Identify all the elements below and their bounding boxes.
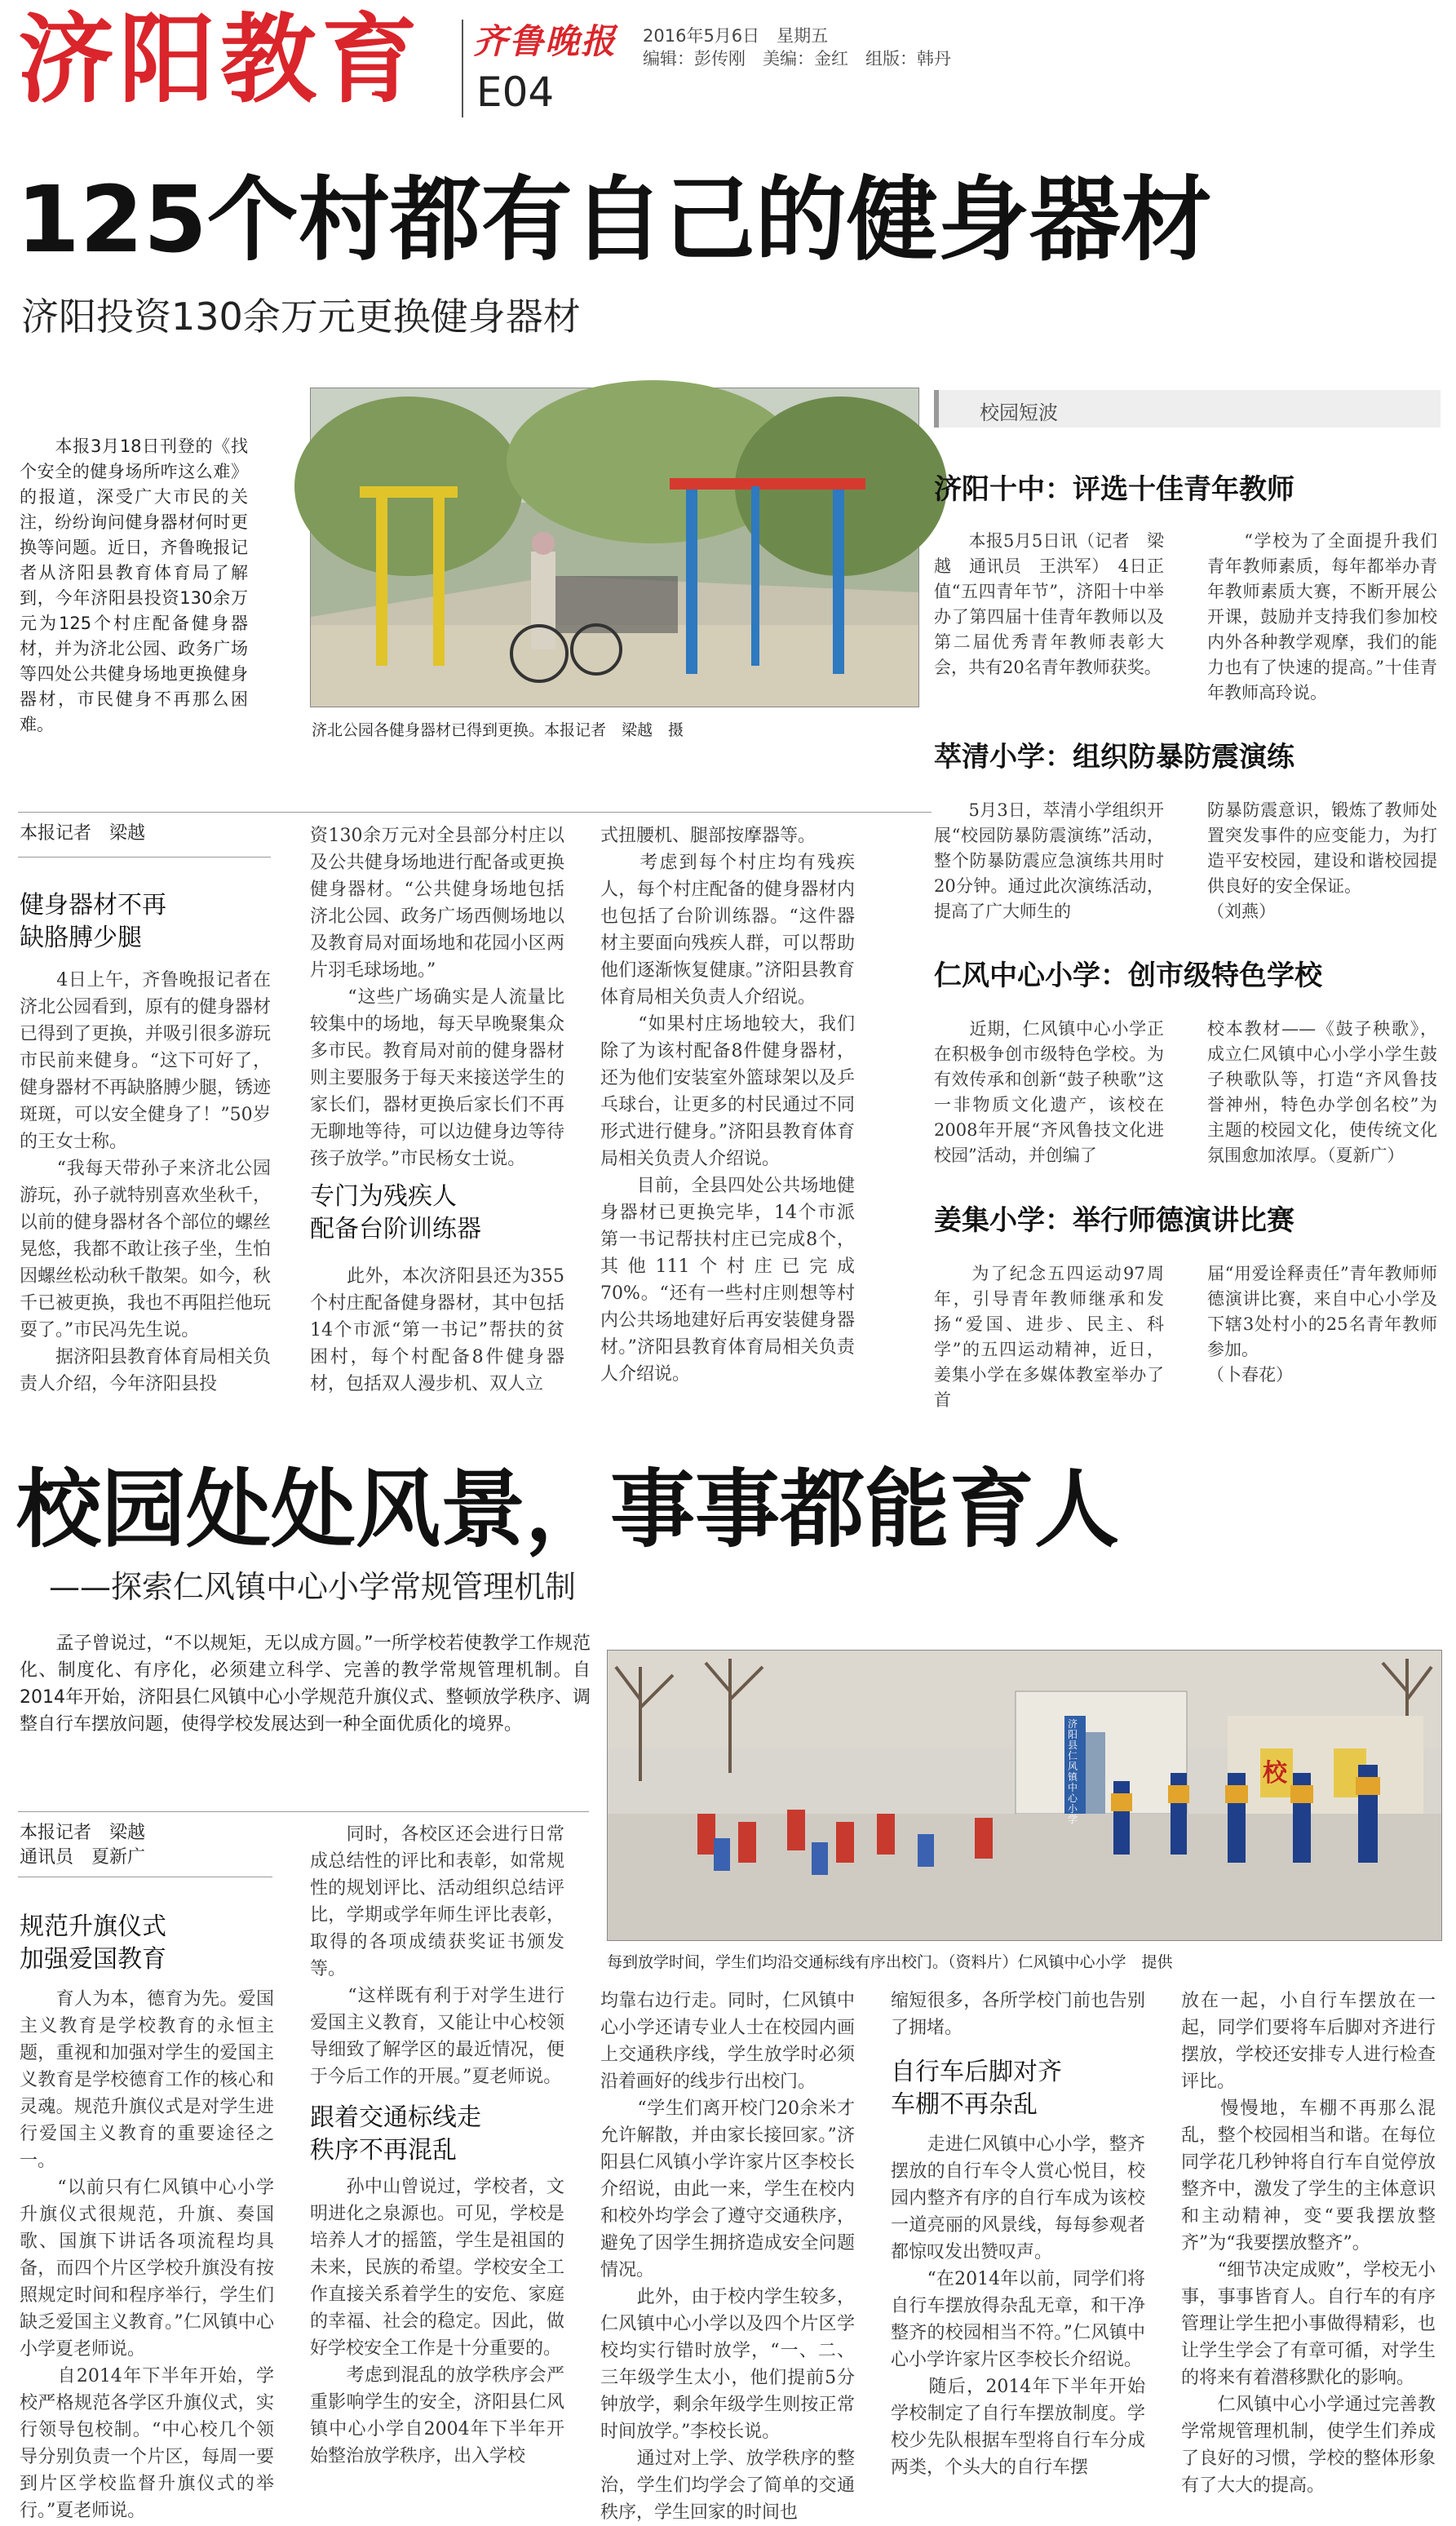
briefs-header-label: 校园短波 <box>980 401 1058 424</box>
story1-subheadline: 济阳投资130余万元更换健身器材 <box>21 295 581 339</box>
divider <box>18 1811 589 1812</box>
story2-sub2: 跟着交通标线走 秩序不再混乱 <box>310 2103 481 2165</box>
story1-byline: 本报记者 梁越 <box>20 823 146 844</box>
section-title: 济阳教育 <box>18 3 423 116</box>
story2-lead: 孟子曾说过，“不以规矩，无以成方圆。”一所学校若使教学工作规范化、制度化、有序化，必须建立科学、完善的教学常规管理机制。自2014年开始，济阳县仁风镇中心小学规范升旗仪式、整顿放学秩序、调整自行车摆放问题，使得学校发展达到一种全面优质化的境界。 <box>20 1633 591 1735</box>
photo-caption-school: 每到放学时间，学生们均沿交通标线有序出校门。（资料片）仁风镇中心小学 提供 <box>607 1953 1173 1971</box>
story1-col1: 4日上午，齐鲁晚报记者在济北公园看到，原有的健身器材已得到了更换，并吸引很多游玩市民前来健身。“这下可好了，健身器材不再缺胳膊少腿，锈迹斑斑，可以安全健身了！”50岁的王女士称。 “我每天带孙子来济北公园游玩，孙子就特别喜欢坐秋千，以前的健身器材各个部位的螺丝晃悠，我都不敢让孩子坐，生怕因螺丝松动秋千散架。如今，秋千已被更换，我也不再阻拦他玩耍了。”市民冯先生说。 据济阳县教育体育局相关负责人介绍，今年济阳县投 <box>20 970 272 1394</box>
divider <box>18 812 932 813</box>
brief-title-3: 仁风中心小学：创市级特色学校 <box>934 959 1322 992</box>
brief-text-1-left: 本报5月5日讯（记者 梁越 通讯员 王洪军） 4日正值“五四青年节”，济阳十中举办了第四届十佳青年教师以及第二届优秀青年教师表彰大会，共有20名青年教师获奖。 <box>934 531 1164 677</box>
story1-sub2: 专门为残疾人 配备台阶训练器 <box>310 1182 481 1243</box>
brief-title-4: 姜集小学：举行师德演讲比赛 <box>934 1204 1294 1237</box>
page-code: E04 <box>476 69 555 116</box>
story1-col3: 式扭腰机、腿部按摩器等。 考虑到每个村庄均有残疾人，每个村庄配备的健身器材内也包括了台阶训练器。“这件器材主要面向残疾人群，可以帮助他们逐渐恢复健康。”济阳县教育体育局相关负责人介绍说。 “如果村庄场地较大，我们除了为该村配备8件健身器材，还为他们安装室外篮球架以及乒乓球台，让更多的村民通过不同形式进行健身。”济阳县教育体育局相关负责人介绍说。 目前，全县四处公共场地健身器材已更换完毕，14个市派第一书记帮扶村庄已完成8个，其他111个村庄已完成70%。“还有一些村庄则想等村内公共场地建好后再安装健身器材。”济阳县教育体育局相关负责人介绍说。 <box>600 826 855 1385</box>
banner-character: 校 <box>1263 1759 1287 1788</box>
story2-headline: 校园处处风景，事事都能育人 <box>16 1460 1120 1559</box>
story2-col3: 均靠右边行走。同时，仁风镇中心小学还请专业人士在校园内画上交通秩序线，学生放学时必须沿着画好的线步行出校门。 “学生们离开校门20余米才允许解散，并由家长接回家。”济阳县仁风镇小学许家片区李校长介绍说，由此一来，学生在校内和校外均学会了遵守交通秩序，避免了因学生拥挤造成安全问题情况。 此外，由于校内学生较多，仁风镇中心小学以及四个片区学校均实行错时放学，“一、二、三年级学生太小，他们提前5分钟放学，剩余年级学生则按正常时间放学。”李校长说。 通过对上学、放学秩序的整治，学生们均学会了简单的交通秩序，学生回家的时间也 <box>600 1991 855 2523</box>
date-line: 2016年5月6日 星期五 <box>643 26 829 46</box>
photo-caption-park: 济北公园各健身器材已得到更换。本报记者 梁越 摄 <box>312 721 684 739</box>
brief-text-4-right: 届“用爱诠释责任”青年教师师德演讲比赛，来自中心小学及下辖3处村小的25名青年教师参加。 （卜春花） <box>1207 1264 1437 1385</box>
story2-col2b: 孙中山曾说过，学校者，文明进化之泉源也。可见，学校是培养人才的摇篮，学生是祖国的未来，民族的希望。学校安全工作直接关系着学生的安危、家庭的幸福、社会的稳定。因此，做好学校安全工作是十分重要的。 考虑到混乱的放学秩序会严重影响学生的安全，济阳县仁风镇中心小学自2004年下半年开始整治放学秩序，出入学校 <box>310 2177 564 2466</box>
story2-subheadline: ——探索仁风镇中心小学常规管理机制 <box>49 1569 577 1605</box>
story1-col2b: 此外，本次济阳县还为355个村庄配备健身器材，其中包括14个市派“第一书记”帮扶的贫困村，每个村配备8件健身器材，包括双人漫步机、双人立 <box>310 1266 564 1394</box>
newspaper-logo: 齐鲁晚报 <box>473 21 617 61</box>
story2-col2a: 同时，各校区还会进行日常成总结性的评比和表彰，如常规性的规划评比、活动组织总结评比，学期或学年师生评比表彰，取得的各项成绩获奖证书颁发等。 “这样既有利于对学生进行爱国主义教育，又能让中心校领导细致了解学区的最近情况，便于今后工作的开展。”夏老师说。 <box>310 1824 564 2087</box>
masthead-divider <box>462 20 463 117</box>
brief-text-2-left: 5月3日，萃清小学组织开展“校园防暴防震演练”活动，整个防暴防震应急演练共用时20分钟。通过此次演练活动，提高了广大师生的 <box>934 800 1164 921</box>
story2-byline: 本报记者 梁越 通讯员 夏新广 <box>20 1823 146 1868</box>
story2-sub3: 自行车后脚对齐 车棚不再杂乱 <box>891 2058 1062 2119</box>
story2-col5: 放在一起，小自行车摆放在一起，同学们要将车后脚对齐进行摆放，学校还安排专人进行检查评比。 慢慢地，车棚不再那么混乱，整个校园相当和谐。在每位同学花几秒钟将自行车自觉停放整齐中，激发了学生的主体意识和主动精神，变“要我摆放整齐”为“我要摆放整齐”。 “细节决定成败”，学校无小事，事事皆育人。自行车的有序管理让学生把小事做得精彩，也让学生学会了有章可循，对学生的将来有着潜移默化的影响。 仁风镇中心小学通过完善教学常规管理机制，使学生们养成了良好的习惯，学校的整体形象有了大大的提高。 <box>1181 1991 1436 2496</box>
brief-text-2-right: 防暴防震意识，锻炼了教师处置突发事件的应变能力，为打造平安校园，建设和谐校园提供良好的安全保证。 （刘燕） <box>1207 800 1437 921</box>
story2-col4b: 走进仁风镇中心小学，整齐摆放的自行车令人赏心悦目，校园内整齐有序的自行车成为该校一道亮丽的风景线，每每参观者都惊叹发出赞叹声。 “在2014年以前，同学们将自行车摆放得杂乱无章，和干净整齐的校园相当不符。”仁风镇中心小学许家片区李校长介绍说。 随后，2014年下半年开始学校制定了自行车摆放制度。学校少先队根据车型将自行车分成两类，个头大的自行车摆 <box>891 2134 1145 2478</box>
brief-title-1: 济阳十中：评选十佳青年教师 <box>934 473 1294 506</box>
story1-col2a: 资130余万元对全县部分村庄以及公共健身场地进行配备或更换健身器材。“公共健身场地包括济北公园、政务广场西侧场地以及教育局对面场地和花园小区两片羽毛球场地。” “这些广场确实是人流量比较集中的场地，每天早晚聚集众多市民。教育局对前的健身器材则主要服务于每天来接送学生的家长们，器材更换后家长们不再无聊地等待，可以边健身边等待孩子放学。”市民杨女士说。 <box>310 826 564 1169</box>
staff-line: 编辑：彭传刚 美编：金红 组版：韩丹 <box>643 49 951 69</box>
divider <box>18 857 271 858</box>
story2-col4a: 缩短很多，各所学校门前也告别了拥堵。 <box>891 1991 1145 2038</box>
story1-headline: 125个村都有自己的健身器材 <box>16 167 1212 273</box>
brief-title-2: 萃清小学：组织防暴防震演练 <box>934 741 1294 773</box>
brief-text-3-right: 校本教材——《鼓子秧歌》，成立仁风镇中心小学小学生鼓子秧歌队等，打造“齐风鲁技誉神州，特色办学创名校”为主题的校园文化，使传统文化氛围愈加浓厚。（夏新广） <box>1207 1019 1437 1165</box>
story1-lead: 本报3月18日刊登的《找个安全的健身场所咋这么难》的报道，深受广大市民的关注，纷纷询问健身器材何时更换等问题。近日，齐鲁晚报记者从济阳县教育体育局了解到，今年济阳县投资130余万元为125个村庄配备健身器材，并为济北公园、政务广场等四处公共健身场地更换健身器材，市民健身不再那么困难。 <box>20 437 248 734</box>
brief-text-3-left: 近期，仁风镇中心小学正在积极争创市级特色学校。为有效传承和创新“鼓子秧歌”这一非物质文化遗产，该校在2008年开展“齐风鲁技文化进校园”活动，并创编了 <box>934 1019 1164 1165</box>
photo-park-fitness <box>310 388 919 707</box>
brief-text-4-left: 为了纪念五四运动97周年，引导青年教师继承和发扬“爱国、进步、民主、科学”的五四运动精神，近日，姜集小学在多媒体教室举办了首 <box>934 1264 1164 1410</box>
photo-school-dismissal <box>607 1650 1442 1941</box>
brief-text-1-right: “学校为了全面提升我们青年教师素质，每年都举办青年教师素质大赛，不断开展公开课，鼓励并支持我们参加校内外各种教学观摩，我们的能力也有了快速的提高。”十佳青年教师高玲说。 <box>1207 531 1437 702</box>
briefs-header <box>934 390 1441 428</box>
school-sign: 济阳县仁风镇中心小学 <box>1068 1718 1078 1825</box>
story2-col1: 育人为本，德育为先。爱国主义教育是学校教育的永恒主题，重视和加强对学生的爱国主义教育是学校德育工作的核心和灵魂。规范升旗仪式是对学生进行爱国主义教育的重要途径之一。 “以前只有仁风镇中心小学升旗仪式很规范，升旗、奏国歌、国旗下讲话各项流程均具备，而四个片区学校升旗没有按照规定时间和程序举行，学生们缺乏爱国主义教育。”仁风镇中心小学夏老师说。 自2014年下半年开始，学校严格规范各学区升旗仪式，实行领导包校制。“中心校几个领导分别负责一个片区，每周一要到片区学校监督升旗仪式的举行。”夏老师说。 <box>20 1989 274 2521</box>
story2-sub1: 规范升旗仪式 加强爱国教育 <box>20 1912 166 1974</box>
story1-sub1: 健身器材不再 缺胳膊少腿 <box>20 891 166 952</box>
